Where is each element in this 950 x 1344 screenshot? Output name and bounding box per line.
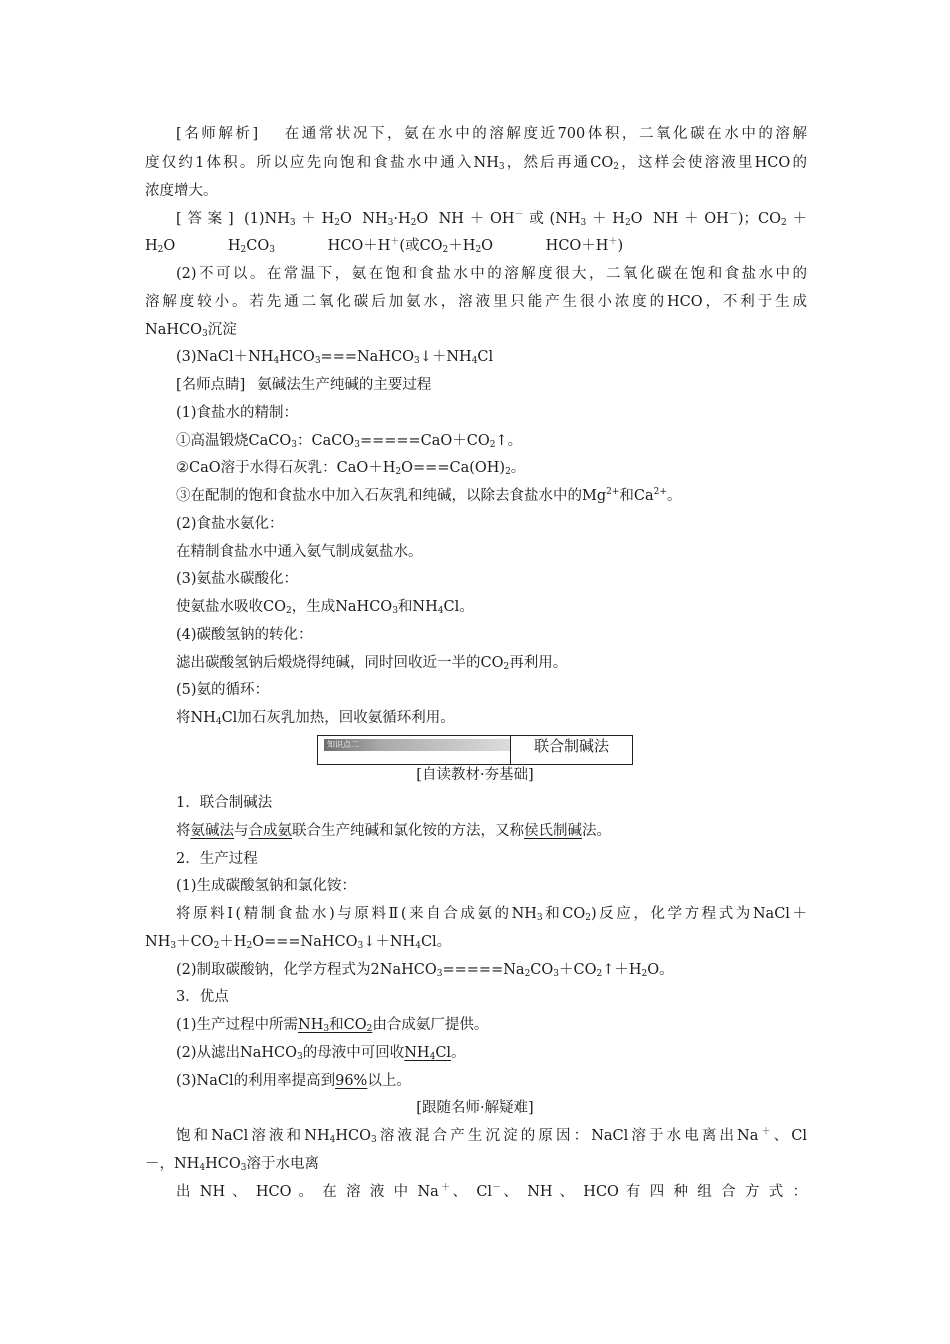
- expert-line-3: 出 NH 、 HCO 。 在 溶 液 中 Na＋、 Cl－、 NH 、 HCO 有 四 种 组 合 方 式 ：: [176, 1183, 807, 1200]
- step-2-text: 在精制食盐水中通入氨气制成氨盐水。: [176, 544, 423, 560]
- answer-3-equation: $(3)NaCl+NH_4HCO_3===NaHCO_3↓+NH_4Cl$: [176, 349, 494, 366]
- analysis-line-3: 浓度增大。: [145, 183, 218, 199]
- advantage-1: (1)生产过程中所需$NH_3$和$CO_2$由合成氨厂提供。: [176, 1017, 489, 1034]
- heading-3: 3．优点: [176, 989, 229, 1005]
- section-title: 联合制碱法: [533, 737, 609, 755]
- tips-heading: [名师点睛] 氨碱法生产纯碱的主要过程: [176, 377, 432, 393]
- analysis-line-1: [名师解析] 在通常状况下，氨在水中的溶解度近700体积，二氧化碳在水中的溶解: [176, 126, 807, 142]
- answer-2-line-1: (2)不可以。在常温下，氨在饱和食盐水中的溶解度很大，二氧化碳在饱和食盐水中的: [176, 266, 807, 282]
- advantage-2: (2)从滤出NaHCO$_3$的母液中可回收$NH_4Cl$。: [176, 1045, 466, 1062]
- process-1-line-1: 将原料Ⅰ(精制食盐水)与原料Ⅱ(来自合成氨的$NH_3$和$CO_2$)反应，化学方程式为NaCl＋: [176, 906, 807, 923]
- blank-raw-materials: $NH_3$和$CO_2$: [298, 1017, 373, 1034]
- step-1-b: ②CaO溶于水得石灰乳：$CaO+H_2O===Ca(OH)_2$。: [176, 460, 526, 477]
- step-3-text: 使氨盐水吸收$CO_2$，生成NaHCO$_3$和$NH_4Cl$。: [176, 599, 474, 616]
- step-4-title: (4)碳酸氢钠的转化：: [176, 627, 313, 643]
- step-3-title: (3)氨盐水碳酸化：: [176, 571, 299, 587]
- analysis-tag: [名师解析]: [176, 126, 259, 142]
- step-1-title: (1)食盐水的精制：: [176, 405, 299, 421]
- answer-line-1: [答案] $(1)NH_3+H_2O$ $NH_3\cdot H_2O$ NH＋OH－或($NH_3+H_2O$ NH＋OH－)；$CO_2+$: [176, 210, 807, 228]
- blank-nh4cl: $NH_4Cl$: [404, 1045, 452, 1062]
- step-5-text: 将$NH_4Cl$加石灰乳加热，回收氨循环利用。: [176, 710, 455, 727]
- process-1-line-2: $NH_3+CO_2+H_2O===NaHCO_3↓+NH_4Cl$。: [145, 934, 452, 951]
- step-1-a: ①高温锻烧CaCO$_3$：$CaCO_3=====CaO+CO_2↑$。: [176, 433, 523, 450]
- section-tag-banner: 知识点二: [324, 739, 510, 751]
- analysis-line-2: 度仅约1体积。所以应先向饱和食盐水中通入$NH_3$，然后再通$CO_2$，这样会使溶液里HCO的: [145, 155, 807, 172]
- process-2: (2)制取碳酸钠，化学方程式为$2NaHCO_3=====Na_2CO_3+CO_2↑+H_2O$。: [176, 962, 674, 979]
- expert-line-2: －，$NH_4HCO_3$溶于水电离: [145, 1156, 319, 1173]
- heading-1: 1．联合制碱法: [176, 795, 273, 811]
- blank-ammonia-soda: 氨碱法: [190, 823, 234, 839]
- answer-line-2: $H_2O$ $H_2CO_3$ HCO＋H＋(或$CO_2+H_2O$ HCO＋H＋): [145, 237, 624, 255]
- step-5-title: (5)氨的循环：: [176, 682, 270, 698]
- expert-heading: [跟随名师·解疑难]: [416, 1100, 534, 1116]
- step-1-c: ③在配制的饱和食盐水中加入石灰乳和纯碱，以除去食盐水中的$Mg^{2+}$和$Ca^{2+}$。: [176, 487, 682, 504]
- step-4-text: 滤出碳酸氢钠后煅烧得纯碱，同时回收近一半的$CO_2$再利用。: [176, 655, 568, 672]
- blank-utilization-rate: 96%: [335, 1073, 368, 1089]
- process-1-title: (1)生成碳酸氢钠和氯化铵：: [176, 878, 357, 894]
- section-header-box: [317, 735, 633, 765]
- heading-2: 2．生产过程: [176, 851, 258, 867]
- blank-hou-process: 侯氏制碱: [524, 823, 582, 839]
- heading-1-text: 将氨碱法与合成氨联合生产纯碱和氯化铵的方法，又称侯氏制碱法。: [176, 823, 611, 839]
- answer-2-line-3: NaHCO$_3$沉淀: [145, 322, 237, 339]
- step-2-title: (2)食盐水氨化：: [176, 516, 284, 532]
- self-study-heading: [自读教材·夯基础]: [416, 767, 534, 783]
- expert-line-1: 饱和NaCl溶液和$NH_4HCO_3$溶液混合产生沉淀的原因：NaCl溶于水电离出Na＋、Cl: [176, 1127, 807, 1145]
- answer-2-line-2: 溶解度较小。若先通二氧化碳后加氨水，溶液里只能产生很小浓度的HCO，不利于生成: [145, 294, 807, 310]
- advantage-3: (3)NaCl的利用率提高到96%以上。: [176, 1073, 411, 1089]
- answer-tag: [答案]: [176, 211, 234, 227]
- blank-synthetic-ammonia: 合成氨: [248, 823, 292, 839]
